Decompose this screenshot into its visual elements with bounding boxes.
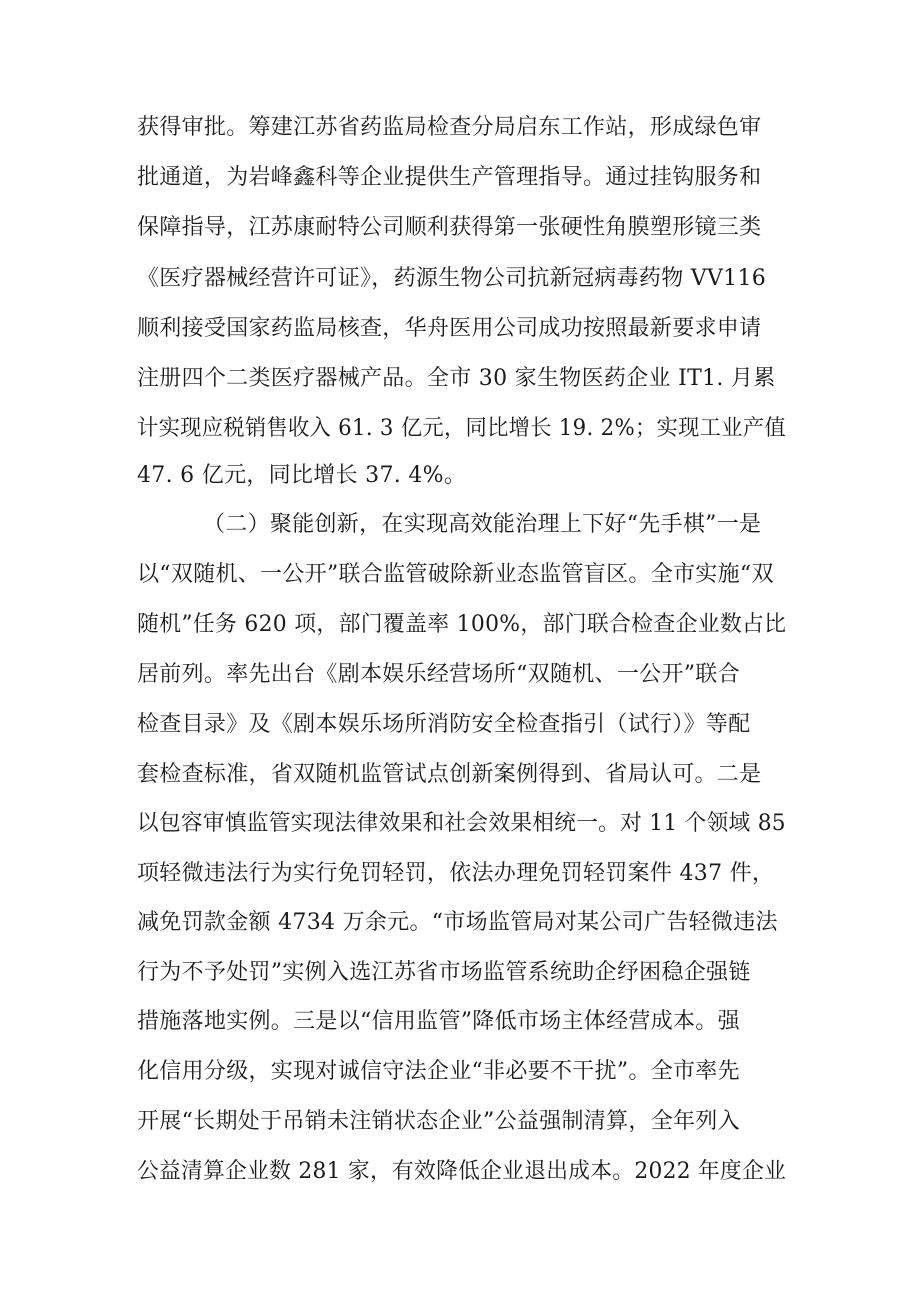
paragraph-line: 项轻微违法行为实行免罚轻罚，依法办理免罚轻罚案件 437 件，: [137, 861, 775, 886]
paragraph-line: 以包容审慎监管实现法律效果和社会效果相统一。对 11 个领域 85: [137, 811, 786, 836]
paragraph-line: 措施落地实例。三是以“信用监管”降低市场主体经营成本。强: [137, 1009, 740, 1034]
paragraph-line: 计实现应税销售收入 61. 3 亿元，同比增长 19. 2%；实现工业产值: [137, 416, 786, 441]
paragraph-line: 获得审批。筹建江苏省药监局检查分局启东工作站，形成绿色审: [137, 115, 762, 140]
paragraph-line: 顺利接受国家药监局核查，华舟医用公司成功按照最新要求申请: [137, 316, 762, 341]
paragraph-line: 化信用分级，实现对诚信守法企业“非必要不干扰”。全市率先: [137, 1059, 740, 1084]
paragraph-line: 公益清算企业数 281 家，有效降低企业退出成本。2022 年度企业: [137, 1159, 787, 1184]
paragraph-line: 行为不予处罚”实例入选江苏省市场监管系统助企纾困稳企强链: [137, 960, 751, 985]
paragraph-line: 47. 6 亿元，同比增长 37. 4%。: [137, 463, 467, 488]
paragraph-line: 批通道，为岩峰鑫科等企业提供生产管理指导。通过挂钩服务和: [137, 165, 762, 190]
paragraph-line: 随机”任务 620 项，部门覆盖率 100%，部门联合检查企业数占比: [137, 612, 787, 637]
paragraph-line: 《医疗器械经营许可证》，药源生物公司抗新冠病毒药物 VV116: [137, 266, 767, 291]
section-heading-line: （二）聚能创新，在实现高效能治理上下好“先手棋”一是: [203, 512, 762, 537]
paragraph-line: 保障指导，江苏康耐特公司顺利获得第一张硬性角膜塑形镜三类: [137, 215, 762, 240]
paragraph-line: 开展“长期处于吊销未注销状态企业”公益强制清算，全年列入: [137, 1109, 740, 1134]
paragraph-line: 套检查标准，省双随机监管试点创新案例得到、省局认可。二是: [137, 762, 762, 787]
paragraph-line: 减免罚款金额 4734 万余元。“市场监管局对某公司广告轻微违法: [137, 910, 778, 935]
paragraph-line: 检查目录》及《剧本娱乐场所消防安全检查指引（试行）》等配: [137, 712, 751, 737]
paragraph-line: 注册四个二类医疗器械产品。全市 30 家生物医药企业 IT1. 月累: [137, 366, 776, 391]
paragraph-line: 以“双随机、一公开”联合监管破除新业态监管盲区。全市实施“双: [137, 562, 774, 587]
paragraph-line: 居前列。率先出台《剧本娱乐经营场所“双随机、一公开”联合: [137, 662, 740, 687]
